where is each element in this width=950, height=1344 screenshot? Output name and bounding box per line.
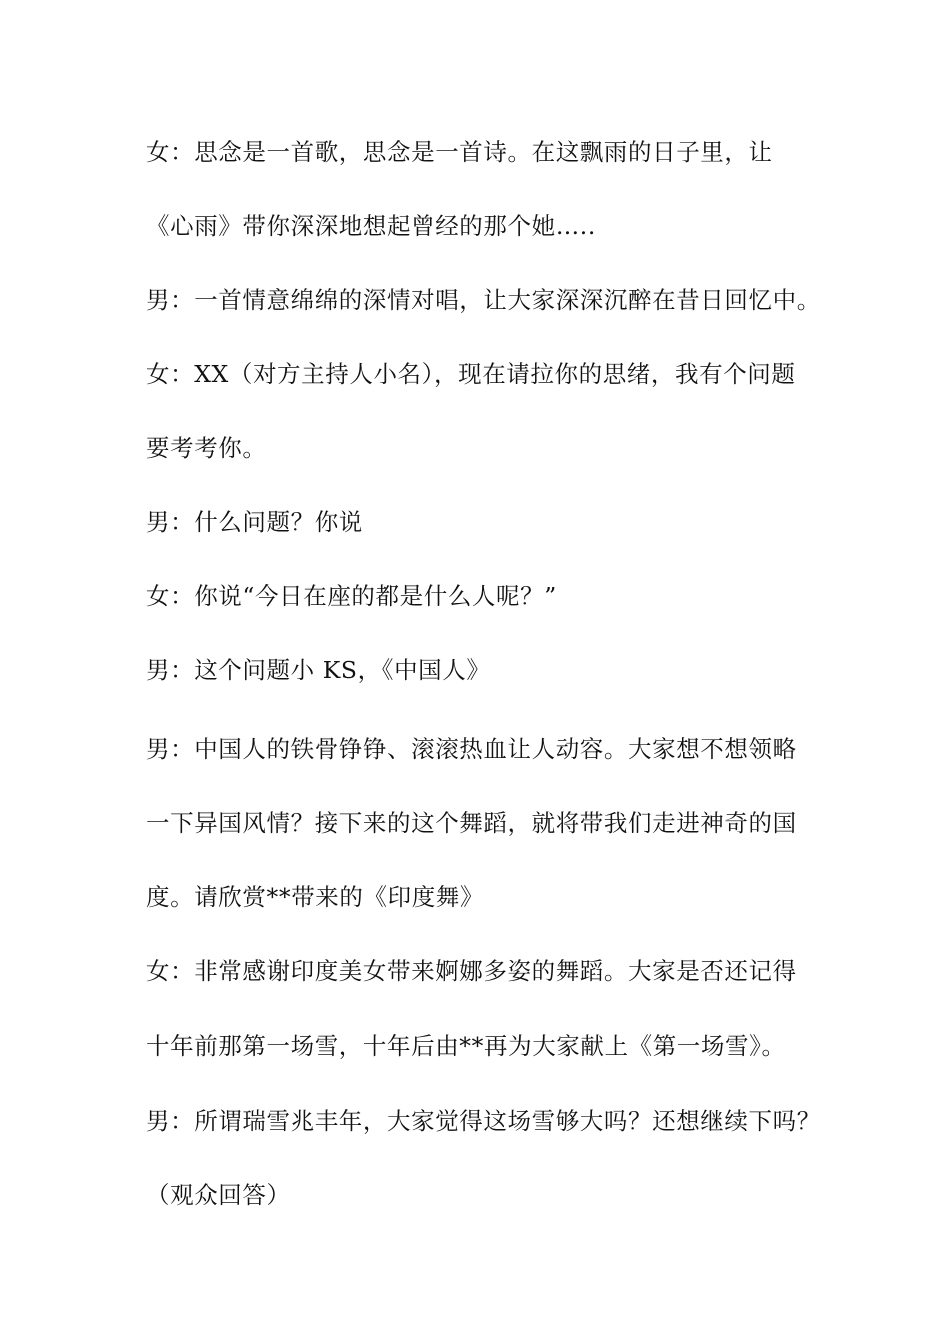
text-line: 男：中国人的铁骨铮铮、滚滚热血让人动容。大家想不想领略	[146, 735, 797, 763]
text-line: 度。请欣赏**带来的《印度舞》	[146, 883, 484, 911]
text-line: 十年前那第一场雪，十年后由**再为大家献上《第一场雪》。	[146, 1032, 786, 1060]
text-line: 一下异国风情？接下来的这个舞蹈，就将带我们走进神奇的国	[146, 809, 797, 837]
text-line: 男：什么问题？你说	[146, 508, 363, 536]
text-line: 女：思念是一首歌，思念是一首诗。在这飘雨的日子里，让	[146, 138, 773, 166]
text-line: 《心雨》带你深深地想起曾经的那个她…..	[146, 212, 596, 240]
text-line: 男：所谓瑞雪兆丰年，大家觉得这场雪够大吗？还想继续下吗？	[146, 1107, 821, 1135]
text-line: 要考考你。	[146, 434, 267, 462]
text-line: 女：非常感谢印度美女带来婀娜多姿的舞蹈。大家是否还记得	[146, 957, 797, 985]
text-line: （观众回答）	[146, 1181, 291, 1209]
text-line: 女：XX（对方主持人小名），现在请拉你的思绪，我有个问题	[146, 360, 796, 388]
text-line: 女：你说“今日在座的都是什么人呢？”	[146, 582, 557, 610]
text-line: 男：一首情意绵绵的深情对唱，让大家深深沉醉在昔日回忆中。	[146, 286, 821, 314]
text-line: 男：这个问题小 KS，《中国人》	[146, 656, 491, 684]
